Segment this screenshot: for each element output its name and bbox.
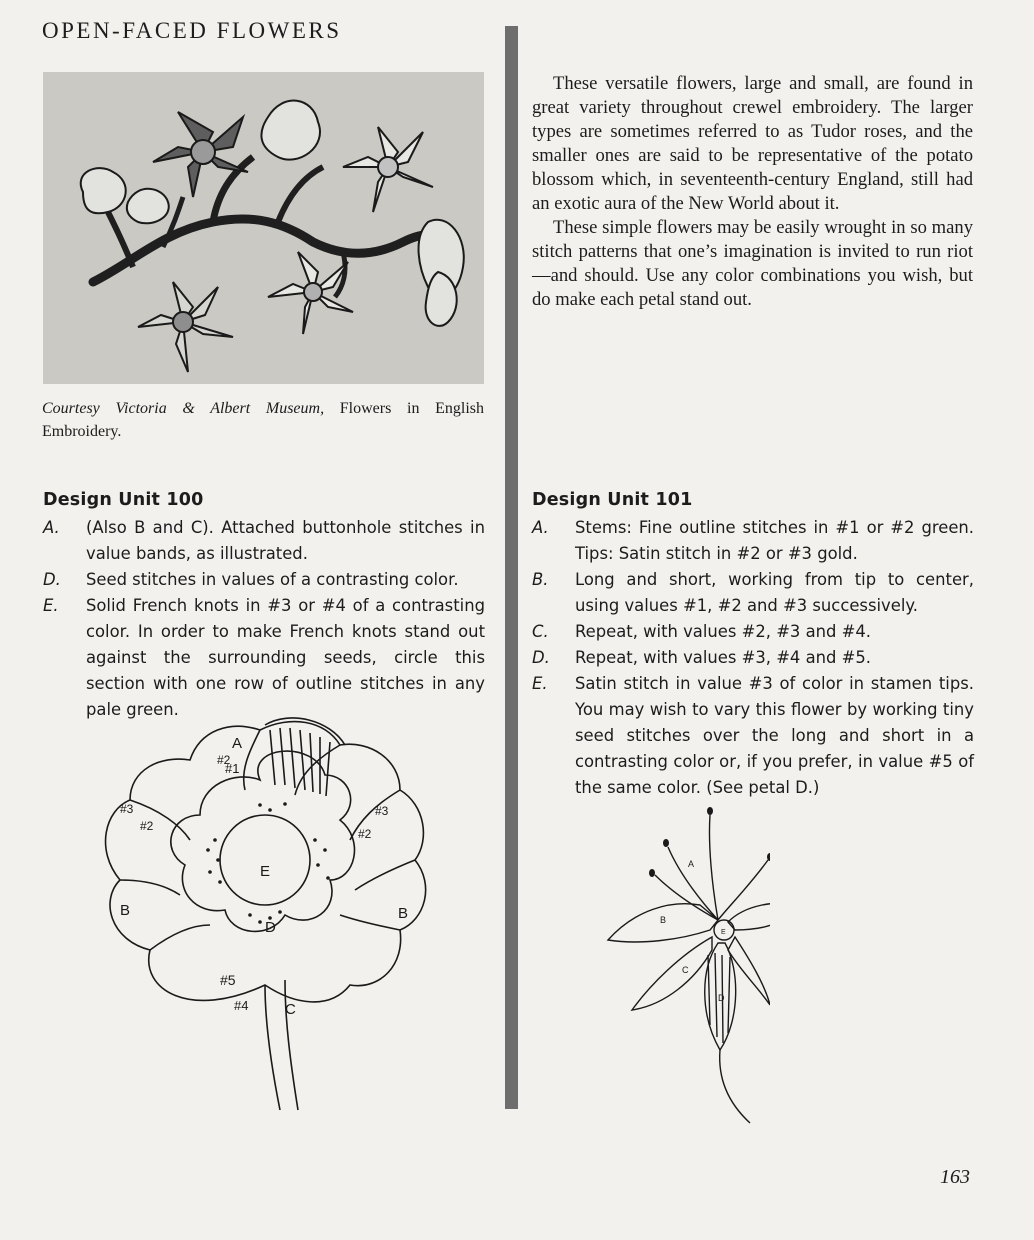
item-text: Stems: Fine outline stitches in #1 or #2 green. Tips: Satin stitch in #2 or #3 gold. <box>575 518 974 563</box>
design-unit-100 <box>43 490 485 723</box>
label-n2-left: #2 <box>140 819 154 833</box>
photo-caption <box>42 397 484 443</box>
label-n4: #4 <box>234 998 249 1013</box>
item-letter: D. <box>43 570 61 589</box>
label-n1: #1 <box>225 761 240 776</box>
instruction-item <box>532 671 974 801</box>
label-c: C <box>682 965 689 975</box>
instruction-item <box>43 515 485 567</box>
column-divider <box>505 26 518 1109</box>
caption-credit: Courtesy Victoria & Albert Museum, <box>42 400 325 417</box>
item-letter: C. <box>532 622 549 641</box>
label-d: D <box>718 993 725 1003</box>
item-text: Seed stitches in values of a contrasting color. <box>86 570 459 589</box>
label-b: B <box>660 915 667 925</box>
label-e: E <box>260 863 271 880</box>
item-letter: A. <box>532 518 549 537</box>
intro-text <box>532 72 973 312</box>
label-d: D <box>265 919 276 936</box>
item-letter: D. <box>532 648 550 667</box>
item-letter: E. <box>532 674 548 693</box>
embroidery-photo <box>43 72 484 384</box>
label-n3-left: #3 <box>120 802 134 816</box>
label-c: C <box>285 1001 296 1018</box>
item-text: Satin stitch in value #3 of color in stamen tips. You may wish to vary this flower by working tiny seed stitches over the long and short in a contrasting color or, if you prefer, in value #5 of the same color. (See petal D.) <box>575 674 974 797</box>
label-b-right: B <box>398 905 409 922</box>
page-title: OPEN-FACED FLOWERS <box>42 18 342 43</box>
tudor-rose-diagram <box>100 700 435 1120</box>
label-a: A <box>688 859 695 869</box>
page-number: 163 <box>940 1166 970 1188</box>
item-text: Long and short, working from tip to center, using values #1, #2 and #3 successively. <box>575 570 974 615</box>
instruction-item <box>43 567 485 593</box>
unit-heading: Design Unit 101 <box>532 490 693 510</box>
label-n3-right: #3 <box>375 804 389 818</box>
potato-blossom-diagram <box>600 805 770 1125</box>
item-text: Solid French knots in #3 or #4 of a contrasting color. In order to make French knots stand out against the surrounding seeds, circle this section with one row of outline stitches in any pale green. <box>86 596 485 719</box>
instruction-item <box>532 619 974 645</box>
caption-source: Flowers in English Embroidery. <box>42 400 485 440</box>
label-b-left: B <box>120 902 131 919</box>
label-n5: #5 <box>220 972 236 988</box>
intro-paragraph: These simple flowers may be easily wrought in so many stitch patterns that one’s imagination is invited to run riot—and should. Use any color combinations you wish, but do make each petal stand out. <box>532 217 973 310</box>
item-text: (Also B and C). Attached buttonhole stitches in value bands, as illustrated. <box>86 518 485 563</box>
item-text: Repeat, with values #2, #3 and #4. <box>575 622 871 641</box>
label-e: E <box>721 929 726 936</box>
unit-heading: Design Unit 100 <box>43 490 204 510</box>
item-letter: E. <box>43 596 59 615</box>
design-unit-101 <box>532 490 974 801</box>
instruction-item <box>532 567 974 619</box>
item-text: Repeat, with values #3, #4 and #5. <box>575 648 871 667</box>
instruction-item <box>532 645 974 671</box>
label-n2-top: #2 <box>217 753 231 767</box>
item-letter: A. <box>43 518 60 537</box>
item-letter: B. <box>532 570 549 589</box>
instruction-item <box>532 515 974 567</box>
label-n2-right: #2 <box>358 827 372 841</box>
label-a: A <box>232 735 243 752</box>
intro-paragraph: These versatile flowers, large and small, are found in great variety throughout crewel embroidery. The larger types are sometimes referred to as Tudor roses, and the smaller ones are said to be representative of the potato blossom which, in seventeenth-century England, still had an exotic aura of the New World about it. <box>532 73 973 214</box>
